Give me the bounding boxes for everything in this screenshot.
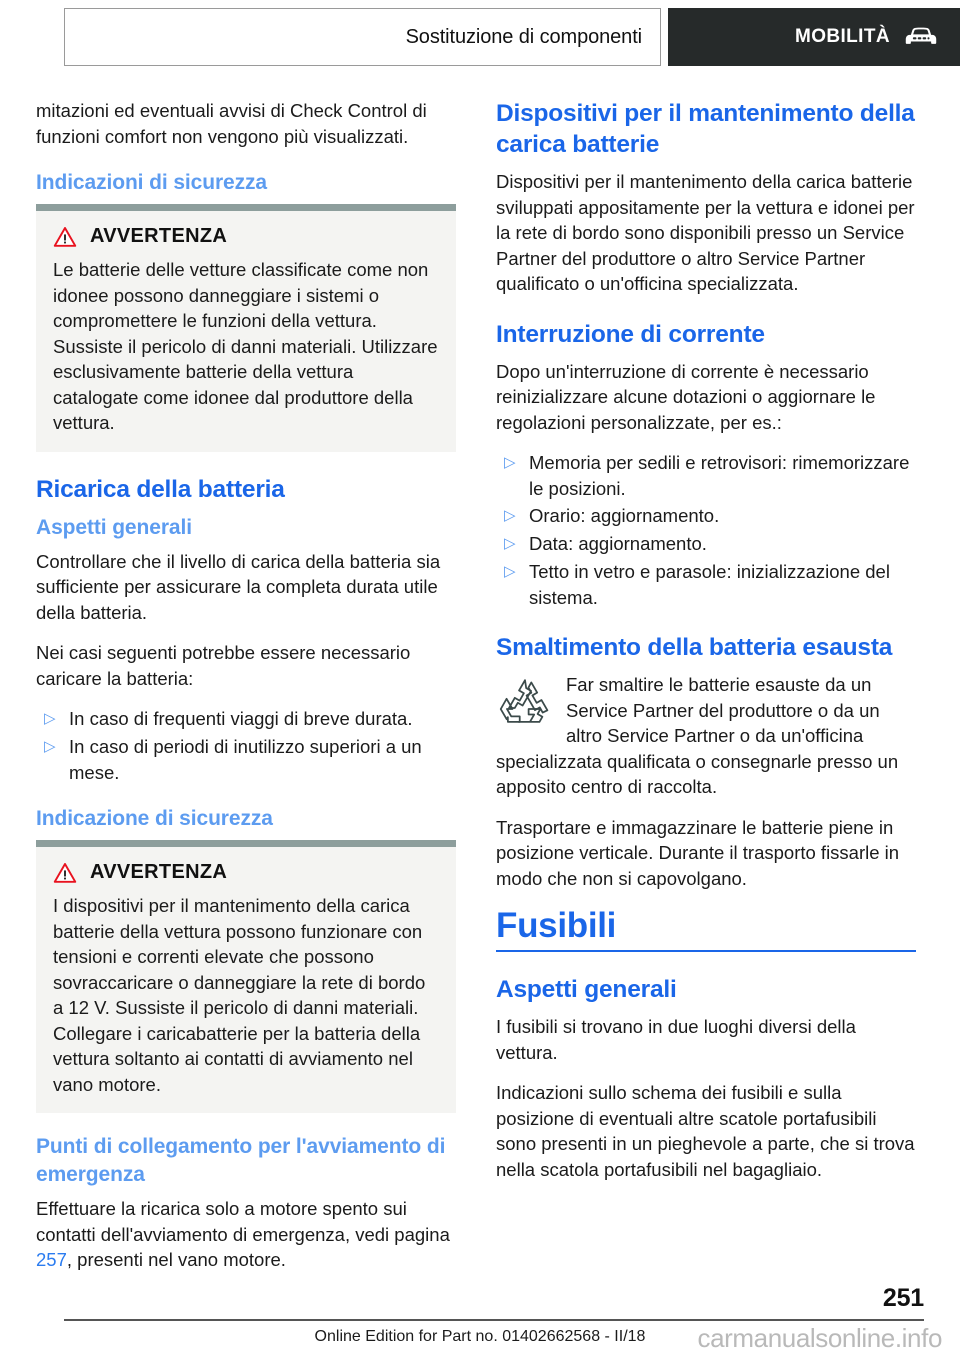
- breadcrumb-label: Sostituzione di componenti: [405, 25, 642, 48]
- chapter-tab: [668, 8, 960, 66]
- list-item-label: Tetto in vetro e parasole: inizializzazione del sistema.: [529, 561, 890, 608]
- paragraph-effettuare-pre: Effettuare la ricarica solo a motore spento sui contatti dell'avviamento di emergenza, vedi pagina: [36, 1198, 450, 1245]
- warning-box-batterie: [36, 204, 456, 452]
- triangle-bullet-icon: ▷: [504, 535, 516, 552]
- breadcrumb: [64, 8, 661, 66]
- heading-punti-di-collegamento: Punti di collegamento per l'avviamento di emergenza: [36, 1135, 446, 1186]
- paragraph-nei-casi: Nei casi seguenti potrebbe essere necessario caricare la batteria:: [36, 642, 411, 689]
- content-columns: [0, 98, 960, 1273]
- paragraph-interruzione: Dopo un'interruzione di corrente è necessario reinizializzare alcune dotazioni o aggiornare le regolazioni personalizzate, per es.:: [496, 360, 876, 433]
- paragraph-fusibili-2: Indicazioni sullo schema dei fusibili e sulla posizione di eventuali altre scatole portafusibili sono presenti in un pieghevole a parte, che si trova nella scatola portafusibili nel bagagliaio.: [496, 1082, 915, 1180]
- paragraph-trasportare: Trasportare e immagazzinare le batterie piene in posizione verticale. Durante il trasporto fissarle in modo che non si capovolgano.: [496, 816, 900, 889]
- list-item-label: Orario: aggiornamento.: [529, 505, 720, 526]
- edition-note: Online Edition for Part no. 01402662568 - II/18: [314, 1328, 646, 1345]
- heading-interruzione-di-corrente: Interruzione di corrente: [496, 320, 765, 348]
- triangle-bullet-icon: ▷: [44, 710, 56, 727]
- warning-title: AVVERTENZA: [90, 225, 228, 247]
- warning-triangle-icon: [53, 226, 77, 248]
- header-left-gap: [0, 8, 64, 66]
- list-item: [496, 503, 916, 529]
- list-item-label: Memoria per sedili e retrovisori: rimemorizzare le posizioni.: [529, 452, 910, 499]
- watermark: carmanualsonline.info: [697, 1323, 942, 1353]
- list-item: [496, 531, 916, 557]
- paragraph-dispositivi: Dispositivi per il mantenimento della carica batterie sviluppati appositamente per la vettura e idonei per la rete di bordo sono disponibili presso un Service Partner del produttore o altro Service Partner qualificato o un'officina specializzata.: [496, 171, 915, 294]
- warning-header: [53, 861, 439, 884]
- paragraph-effettuare: [36, 1196, 456, 1273]
- ricarica-bullet-list: [36, 706, 456, 785]
- triangle-bullet-icon: ▷: [504, 563, 516, 580]
- list-item: [496, 559, 916, 610]
- right-column: [496, 98, 916, 1273]
- paragraph-fusibili-1: I fusibili si trovano in due luoghi diversi della vettura.: [496, 1016, 856, 1063]
- heading-aspetti-generali: Aspetti generali: [36, 515, 192, 539]
- left-column: [36, 98, 456, 1273]
- heading-indicazione-di-sicurezza: Indicazione di sicurezza: [36, 807, 273, 830]
- chapter-title-fusibili: Fusibili: [496, 906, 617, 945]
- heading-indicazioni-di-sicurezza: Indicazioni di sicurezza: [36, 171, 267, 194]
- list-item: [496, 450, 916, 501]
- intro-paragraph: mitazioni ed eventuali avvisi di Check Control di funzioni comfort non vengono più visualizzati.: [36, 100, 427, 147]
- smaltimento-block: [496, 672, 916, 800]
- interruzione-bullet-list: [496, 450, 916, 610]
- list-item: [36, 706, 456, 732]
- triangle-bullet-icon: ▷: [504, 454, 516, 471]
- list-item-label: Data: aggiornamento.: [529, 533, 707, 554]
- heading-fusibili-aspetti-generali: Aspetti generali: [496, 976, 677, 1003]
- heading-smaltimento-batteria: Smaltimento della batteria esausta: [496, 634, 893, 661]
- chapter-title-rule: [496, 950, 916, 952]
- heading-dispositivi-mantenimento: Dispositivi per il mantenimento della carica batterie: [496, 100, 915, 158]
- paragraph-smaltire: Far smaltire le batterie esauste da un Service Partner del produttore o da un altro Service Partner o da un'officina specializzata qualificata o consegnarle presso un apposito centro di raccolta.: [496, 674, 899, 797]
- warning-triangle-icon: [53, 862, 77, 884]
- car-front-icon: [904, 26, 938, 48]
- chapter-tab-label: MOBILITÀ: [794, 26, 890, 47]
- heading-ricarica-della-batteria: Ricarica della batteria: [36, 475, 285, 503]
- page-footer: [0, 1276, 960, 1362]
- warning-header: [53, 225, 439, 248]
- page-reference-link[interactable]: 257: [36, 1249, 67, 1270]
- paragraph-effettuare-post: , presenti nel vano motore.: [66, 1249, 286, 1270]
- warning-title: AVVERTENZA: [90, 861, 228, 883]
- list-item-label: In caso di frequenti viaggi di breve durata.: [69, 708, 413, 729]
- page-header: [0, 8, 960, 66]
- triangle-bullet-icon: ▷: [504, 507, 516, 524]
- page-number: 251: [882, 1284, 924, 1312]
- list-item-label: In caso di periodi di inutilizzo superiori a un mese.: [69, 736, 422, 783]
- paragraph-controllare: Controllare che il livello di carica della batteria sia sufficiente per assicurare la completa durata utile della batteria.: [36, 550, 441, 623]
- list-item: [36, 734, 456, 785]
- triangle-bullet-icon: ▷: [44, 738, 56, 755]
- warning-box-dispositivi: [36, 840, 456, 1113]
- warning-body: Le batterie delle vetture classificate come non idonee possono danneggiare i sistemi o compromettere le funzioni della vettura. Sussiste il pericolo di danni materiali. Utilizzare esclusivamente batterie della vettura catalogate come idonee dal produttore della vettura.: [53, 259, 438, 433]
- footer-divider: [64, 1319, 924, 1321]
- warning-body: I dispositivi per il mantenimento della carica batterie della vettura possono funzionare con tensioni e correnti elevate che possono sovraccaricare o danneggiare la rete di bordo a 12 V. Sussiste il pericolo di danni materiali. Collegare i caricabatterie per la batteria della vettura soltanto ai contatti di avviamento nel vano motore.: [53, 895, 426, 1095]
